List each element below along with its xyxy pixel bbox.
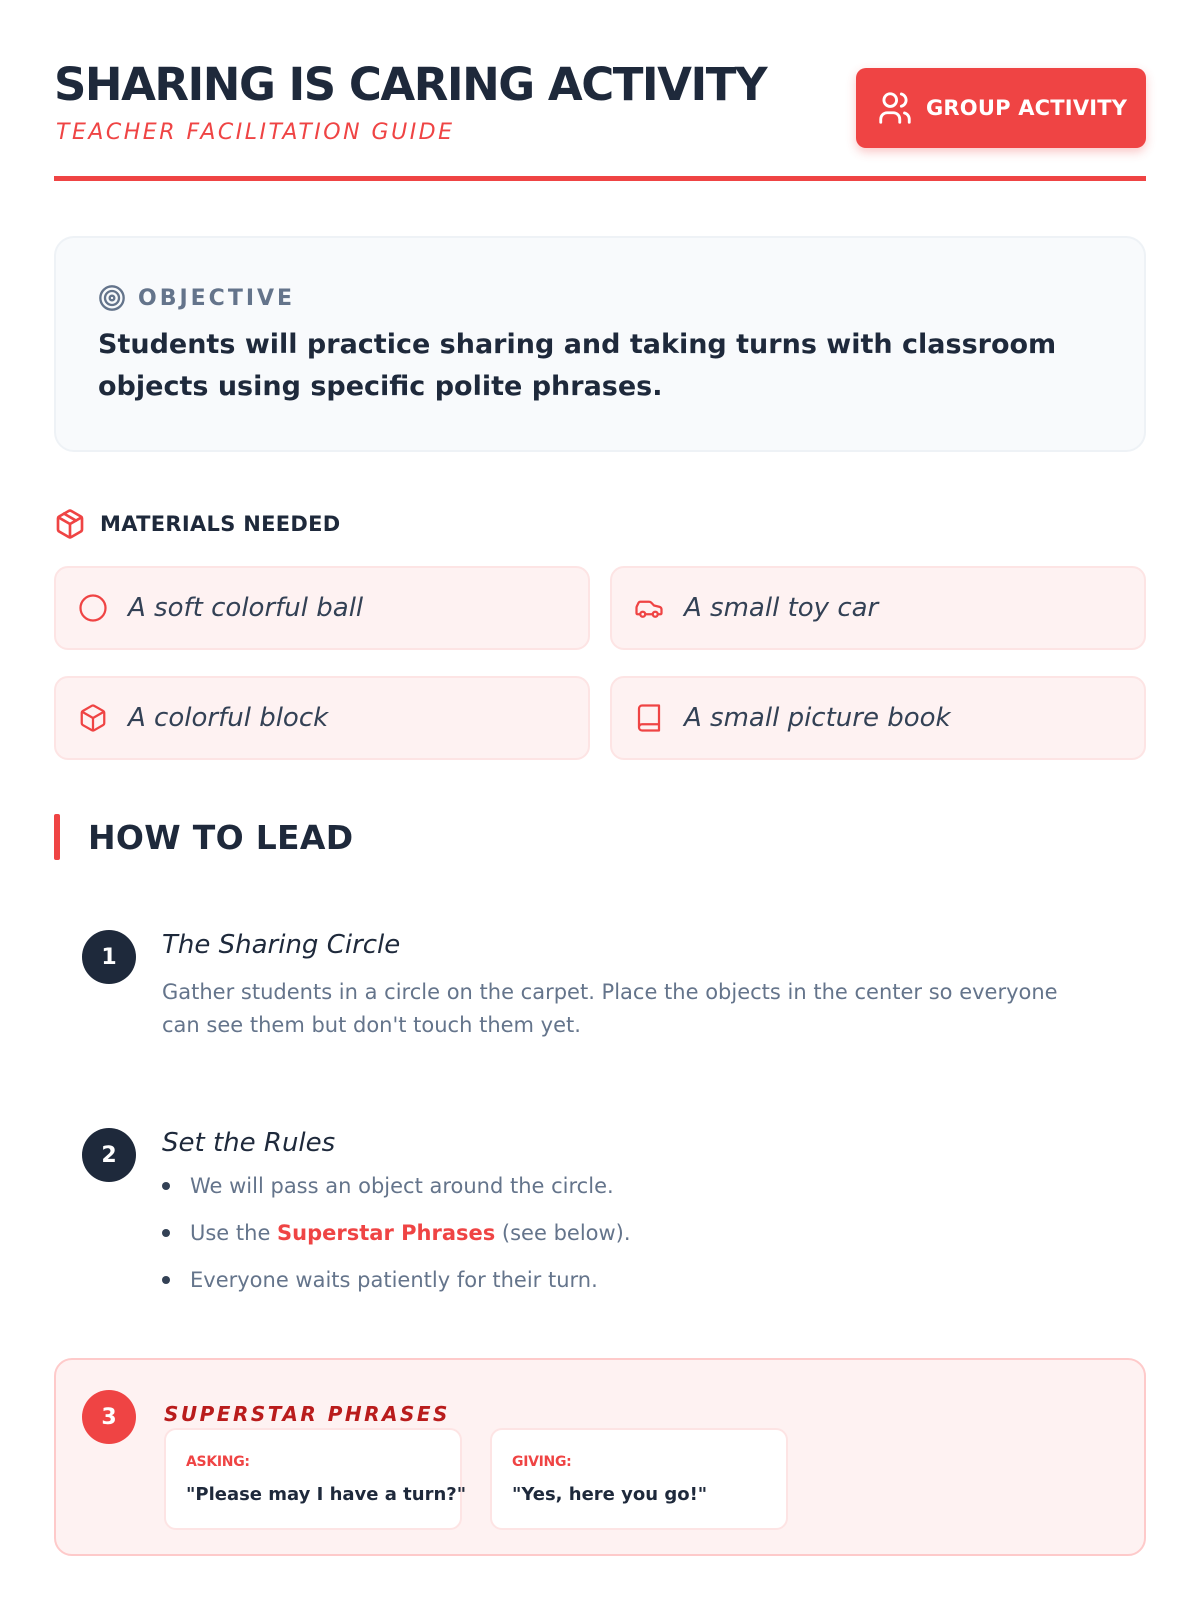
superstar-phrases-box xyxy=(54,1358,1146,1556)
phrase-caption: ASKING: xyxy=(186,1454,250,1470)
materials-label: MATERIALS NEEDED xyxy=(100,512,341,536)
section-accent-bar xyxy=(54,814,60,860)
book-icon xyxy=(634,703,664,733)
rule-text-after: (see below). xyxy=(495,1221,631,1245)
group-activity-badge xyxy=(856,68,1146,148)
page-title: SHARING IS CARING ACTIVITY xyxy=(54,58,767,111)
step-number-1: 1 xyxy=(82,930,136,984)
rule-item xyxy=(162,1221,631,1245)
bullet xyxy=(162,1182,170,1190)
step-number-2: 2 xyxy=(82,1128,136,1182)
material-item-book xyxy=(610,676,1146,760)
material-item-ball xyxy=(54,566,590,650)
objective-text: Students will practice sharing and taking turns with classroom objects using specific polite phrases. xyxy=(98,329,1057,402)
material-label: A soft colorful ball xyxy=(128,593,364,623)
header xyxy=(54,52,1146,182)
step-description: Gather students in a circle on the carpet. Place the objects in the center so everyone can see them but don't touch them yet. xyxy=(162,980,1058,1037)
rule-text: Everyone waits patiently for their turn. xyxy=(190,1268,598,1292)
package-icon xyxy=(54,508,86,540)
phrase-card-giving xyxy=(490,1428,788,1530)
material-item-block xyxy=(54,676,590,760)
phrase-text: "Please may I have a turn?" xyxy=(186,1484,467,1505)
superstar-phrases-highlight: Superstar Phrases xyxy=(277,1221,496,1245)
car-icon xyxy=(634,593,664,623)
group-activity-label: GROUP ACTIVITY xyxy=(926,96,1128,120)
materials-heading xyxy=(54,508,341,540)
rule-text: We will pass an object around the circle. xyxy=(190,1174,614,1198)
box-icon xyxy=(78,703,108,733)
phrase-caption: GIVING: xyxy=(512,1454,572,1470)
phrase-text: "Yes, here you go!" xyxy=(512,1484,708,1505)
step-number-3: 3 xyxy=(82,1390,136,1444)
material-label: A small toy car xyxy=(684,593,879,623)
bullet xyxy=(162,1229,170,1237)
page-subtitle: TEACHER FACILITATION GUIDE xyxy=(56,120,455,145)
step-title: Set the Rules xyxy=(162,1128,336,1158)
users-icon xyxy=(876,89,914,127)
superstar-phrases-label: SUPERSTAR PHRASES xyxy=(164,1402,450,1426)
objective-heading xyxy=(98,284,295,312)
circle-icon xyxy=(78,593,108,623)
material-label: A colorful block xyxy=(128,703,329,733)
how-to-lead-heading: HOW TO LEAD xyxy=(88,818,354,857)
bullet xyxy=(162,1276,170,1284)
rule-text xyxy=(190,1221,631,1245)
rule-text-before: Use the xyxy=(190,1221,278,1245)
target-icon xyxy=(98,284,126,312)
rule-item xyxy=(162,1174,614,1198)
header-divider xyxy=(54,176,1146,181)
objective-card xyxy=(54,236,1146,452)
phrase-card-asking xyxy=(164,1428,467,1530)
material-label: A small picture book xyxy=(684,703,951,733)
objective-label: OBJECTIVE xyxy=(138,285,296,311)
rule-item xyxy=(162,1268,598,1292)
material-item-car xyxy=(610,566,1146,650)
step-title: The Sharing Circle xyxy=(162,930,401,960)
